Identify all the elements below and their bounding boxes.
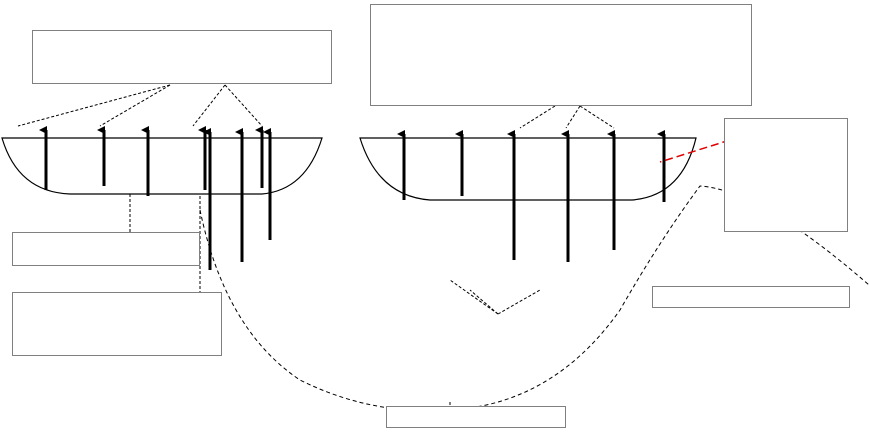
crisis-start-box bbox=[12, 292, 222, 356]
economy-fall-box bbox=[386, 406, 566, 428]
exploiters-box bbox=[370, 4, 752, 106]
society-ship-box bbox=[32, 30, 332, 84]
callout-lines-exploiters bbox=[520, 106, 614, 128]
economy-rise-box bbox=[652, 286, 850, 308]
callout-lines-society-ship bbox=[18, 85, 262, 126]
normal-state-box bbox=[12, 232, 200, 266]
right-ship-hull bbox=[360, 138, 696, 200]
exploitative-relations-box bbox=[724, 118, 848, 232]
left-ship-hull bbox=[2, 138, 322, 194]
